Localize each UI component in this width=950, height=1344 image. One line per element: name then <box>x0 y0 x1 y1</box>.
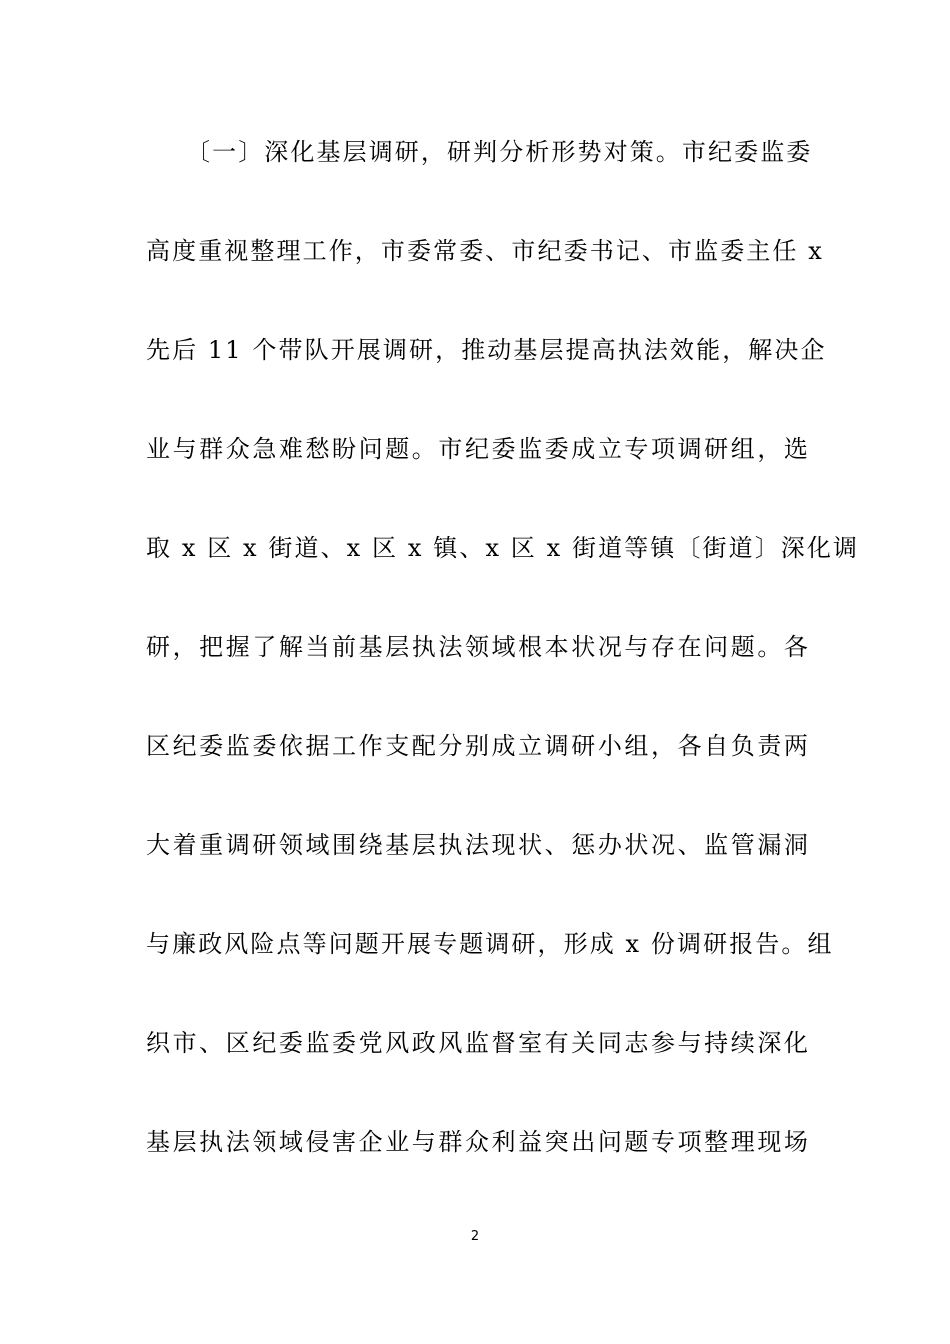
paragraph-line-7: 区纪委监委依据工作支配分别成立调研小组，各自负责两 <box>146 732 810 760</box>
paragraph-line-10: 织市、区纪委监委党风政风监督室有关同志参与持续深化 <box>146 1029 810 1057</box>
body-paragraph <box>146 125 860 1214</box>
paragraph-line-5: 取 x 区 x 街道、x 区 x 镇、x 区 x 街道等镇〔街道〕深化调 <box>146 534 860 562</box>
page-number: 2 <box>470 1229 480 1244</box>
paragraph-line-11: 基层执法领域侵害企业与群众利益突出问题专项整理现场 <box>146 1128 810 1156</box>
paragraph-line-8: 大着重调研领域围绕基层执法现状、惩办状况、监管漏洞 <box>146 831 810 859</box>
paragraph-line-4: 业与群众急难愁盼问题。市纪委监委成立专项调研组，选 <box>146 435 810 463</box>
paragraph-line-1: 〔一〕深化基层调研，研判分析形势对策。市纪委监委 <box>186 138 813 166</box>
paragraph-line-3: 先后 11 个带队开展调研，推动基层提高执法效能，解决企 <box>146 336 827 364</box>
paragraph-line-6: 研，把握了解当前基层执法领域根本状况与存在问题。各 <box>146 633 810 661</box>
paragraph-line-2: 高度重视整理工作，市委常委、市纪委书记、市监委主任 x <box>146 237 824 265</box>
paragraph-line-9: 与廉政风险点等问题开展专题调研，形成 x 份调研报告。组 <box>146 930 834 958</box>
